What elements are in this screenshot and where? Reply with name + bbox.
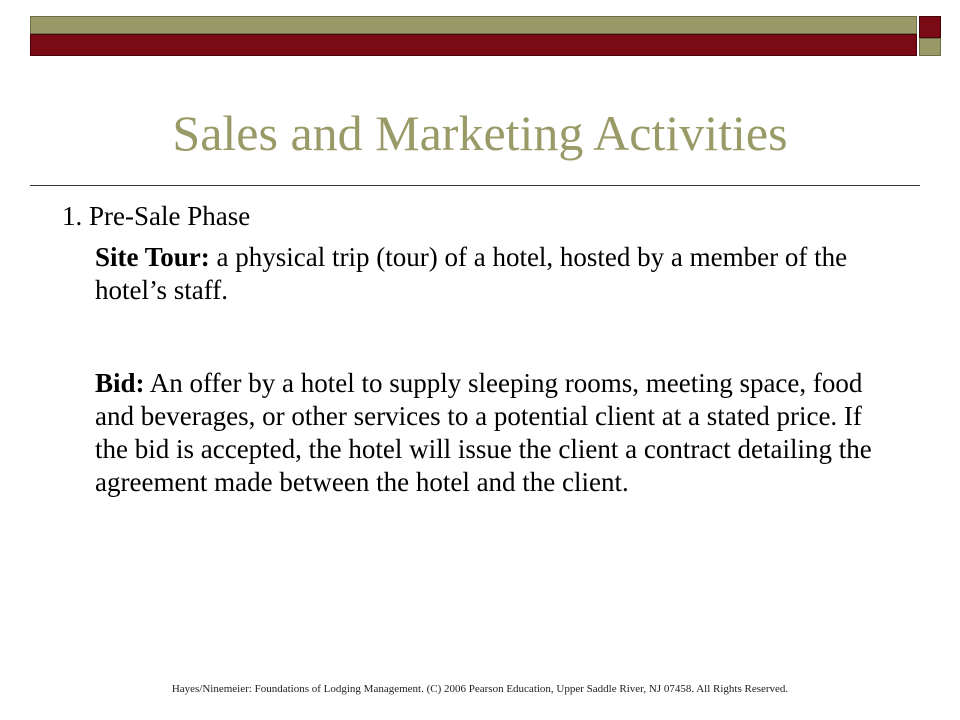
definition-bid [95, 367, 895, 499]
copyright-footer: Hayes/Ninemeier: Foundations of Lodging Management. (C) 2006 Pearson Education, Upper Saddle River, NJ 07458. All Rights Reserved. [171, 683, 789, 695]
corner-maroon-square [919, 16, 941, 38]
header-maroon-bar [30, 34, 917, 56]
corner-olive-square [919, 38, 941, 56]
slide-title: Sales and Marketing Activities [172, 105, 788, 161]
definition-text: a physical trip (tour) of a hotel, hosted by a member of the hotel’s staff. [95, 242, 848, 305]
definition-term: Site Tour: [95, 242, 210, 272]
phase-heading: 1. Pre-Sale Phase [62, 201, 251, 231]
definition-site-tour [95, 241, 895, 307]
header-olive-bar [30, 16, 917, 34]
title-divider [30, 185, 920, 186]
definition-term: Bid: [95, 368, 145, 398]
definition-text: An offer by a hotel to supply sleeping rooms, meeting space, food and beverages, or other services to a potential client at a stated price. If the bid is accepted, the hotel will issue the client a contract detailing the agreement made between the hotel and the client. [95, 368, 872, 497]
slide-body [62, 200, 920, 499]
